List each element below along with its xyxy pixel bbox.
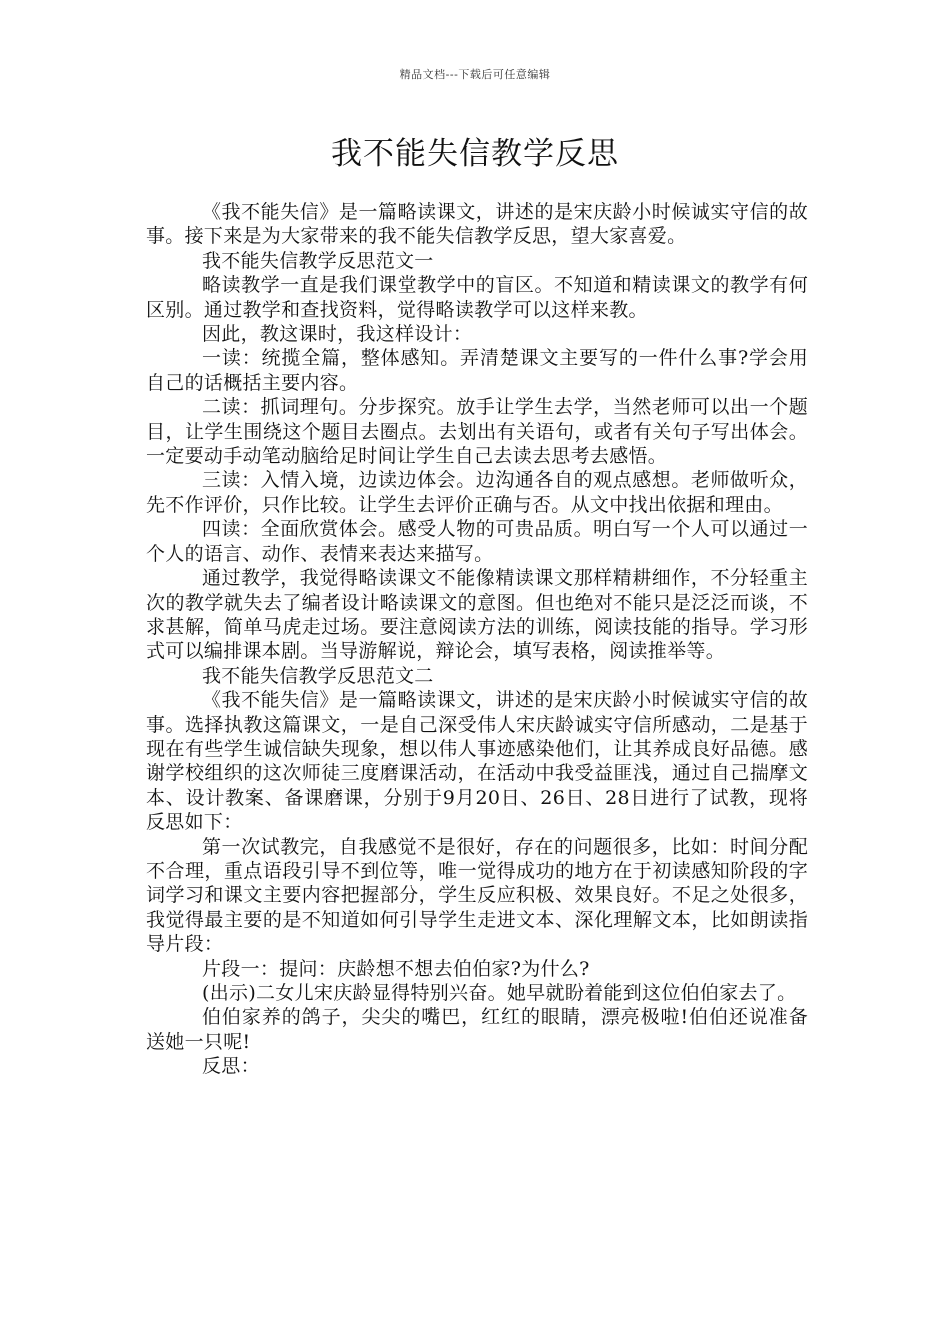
paragraph: 通过教学，我觉得略读课文不能像精读课文那样精耕细作，不分轻重主次的教学就失去了编者设计略读课文的意图。但也绝对不能只是泛泛而谈，不求甚解，简单马虎走过场。要注意阅读方法的训练，阅读技能的指导。学习形式可以编排课本剧。当导游解说，辩论会，填写表格，阅读推举等。 [146,567,808,663]
paragraph: 第一次试教完，自我感觉不是很好，存在的问题很多，比如：时间分配不合理，重点语段引导不到位等，唯一觉得成功的地方在于初读感知阶段的字词学习和课文主要内容把握部分，学生反应积极、效果良好。不足之处很多，我觉得最主要的是不知道如何引导学生走进文本、深化理解文本，比如朗读指导片段： [146,835,808,956]
paragraph: 三读：入情入境，边读边体会。边沟通各自的观点感想。老师做听众，先不作评价，只作比较。让学生去评价正确与否。从文中找出依据和理由。 [146,469,808,516]
paragraph: 四读：全面欣赏体会。感受人物的可贵品质。明白写一个人可以通过一个人的语言、动作、表情来表达来描写。 [146,518,808,565]
paragraph: 伯伯家养的鸽子，尖尖的嘴巴，红红的眼睛，漂亮极啦!伯伯还说准备送她一只呢! [146,1006,808,1053]
paragraph: (出示)二女儿宋庆龄显得特别兴奋。她早就盼着能到这位伯伯家去了。 [202,982,797,1004]
paragraph: 因此，教这课时，我这样设计： [202,323,473,346]
paragraph: 略读教学一直是我们课堂教学中的盲区。不知道和精读课文的教学有何区别。通过教学和查找资料，觉得略读教学可以这样来教。 [146,274,808,321]
section-heading-1: 我不能失信教学反思范文一 [202,249,434,272]
paragraph: 二读：抓词理句。分步探究。放手让学生去学，当然老师可以出一个题目，让学生围绕这个题目去圈点。去划出有关语句，或者有关句子写出体会。一定要动手动笔动脑给足时间让学生自己去读去思考去感悟。 [146,396,808,468]
document-body [146,200,808,1079]
document-title: 我不能失信教学反思 [331,136,619,172]
paragraph: 《我不能失信》是一篇略读课文，讲述的是宋庆龄小时候诚实守信的故事。选择执教这篇课文，一是自己深受伟人宋庆龄诚实守信所感动，二是基于现在有些学生诚信缺失现象，想以伟人事迹感染他们，让其养成良好品德。感谢学校组织的这次师徒三度磨课活动，在活动中我受益匪浅，通过自己揣摩文本、设计教案、备课磨课，分别于9月20日、26日、28日进行了试教，现将反思如下： [146,689,808,834]
paragraph-intro: 《我不能失信》是一篇略读课文，讲述的是宋庆龄小时候诚实守信的故事。接下来是为大家带来的我不能失信教学反思，望大家喜爱。 [146,201,808,248]
section-heading-2: 我不能失信教学反思范文二 [202,664,434,687]
paragraph: 一读：统揽全篇，整体感知。弄清楚课文主要写的一件什么事?学会用自己的话概括主要内容。 [146,347,808,394]
paragraph: 片段一：提问：庆龄想不想去伯伯家?为什么? [202,957,590,980]
paragraph: 反思： [202,1055,260,1078]
header-note: 精品文档---下载后可任意编辑 [399,68,551,81]
